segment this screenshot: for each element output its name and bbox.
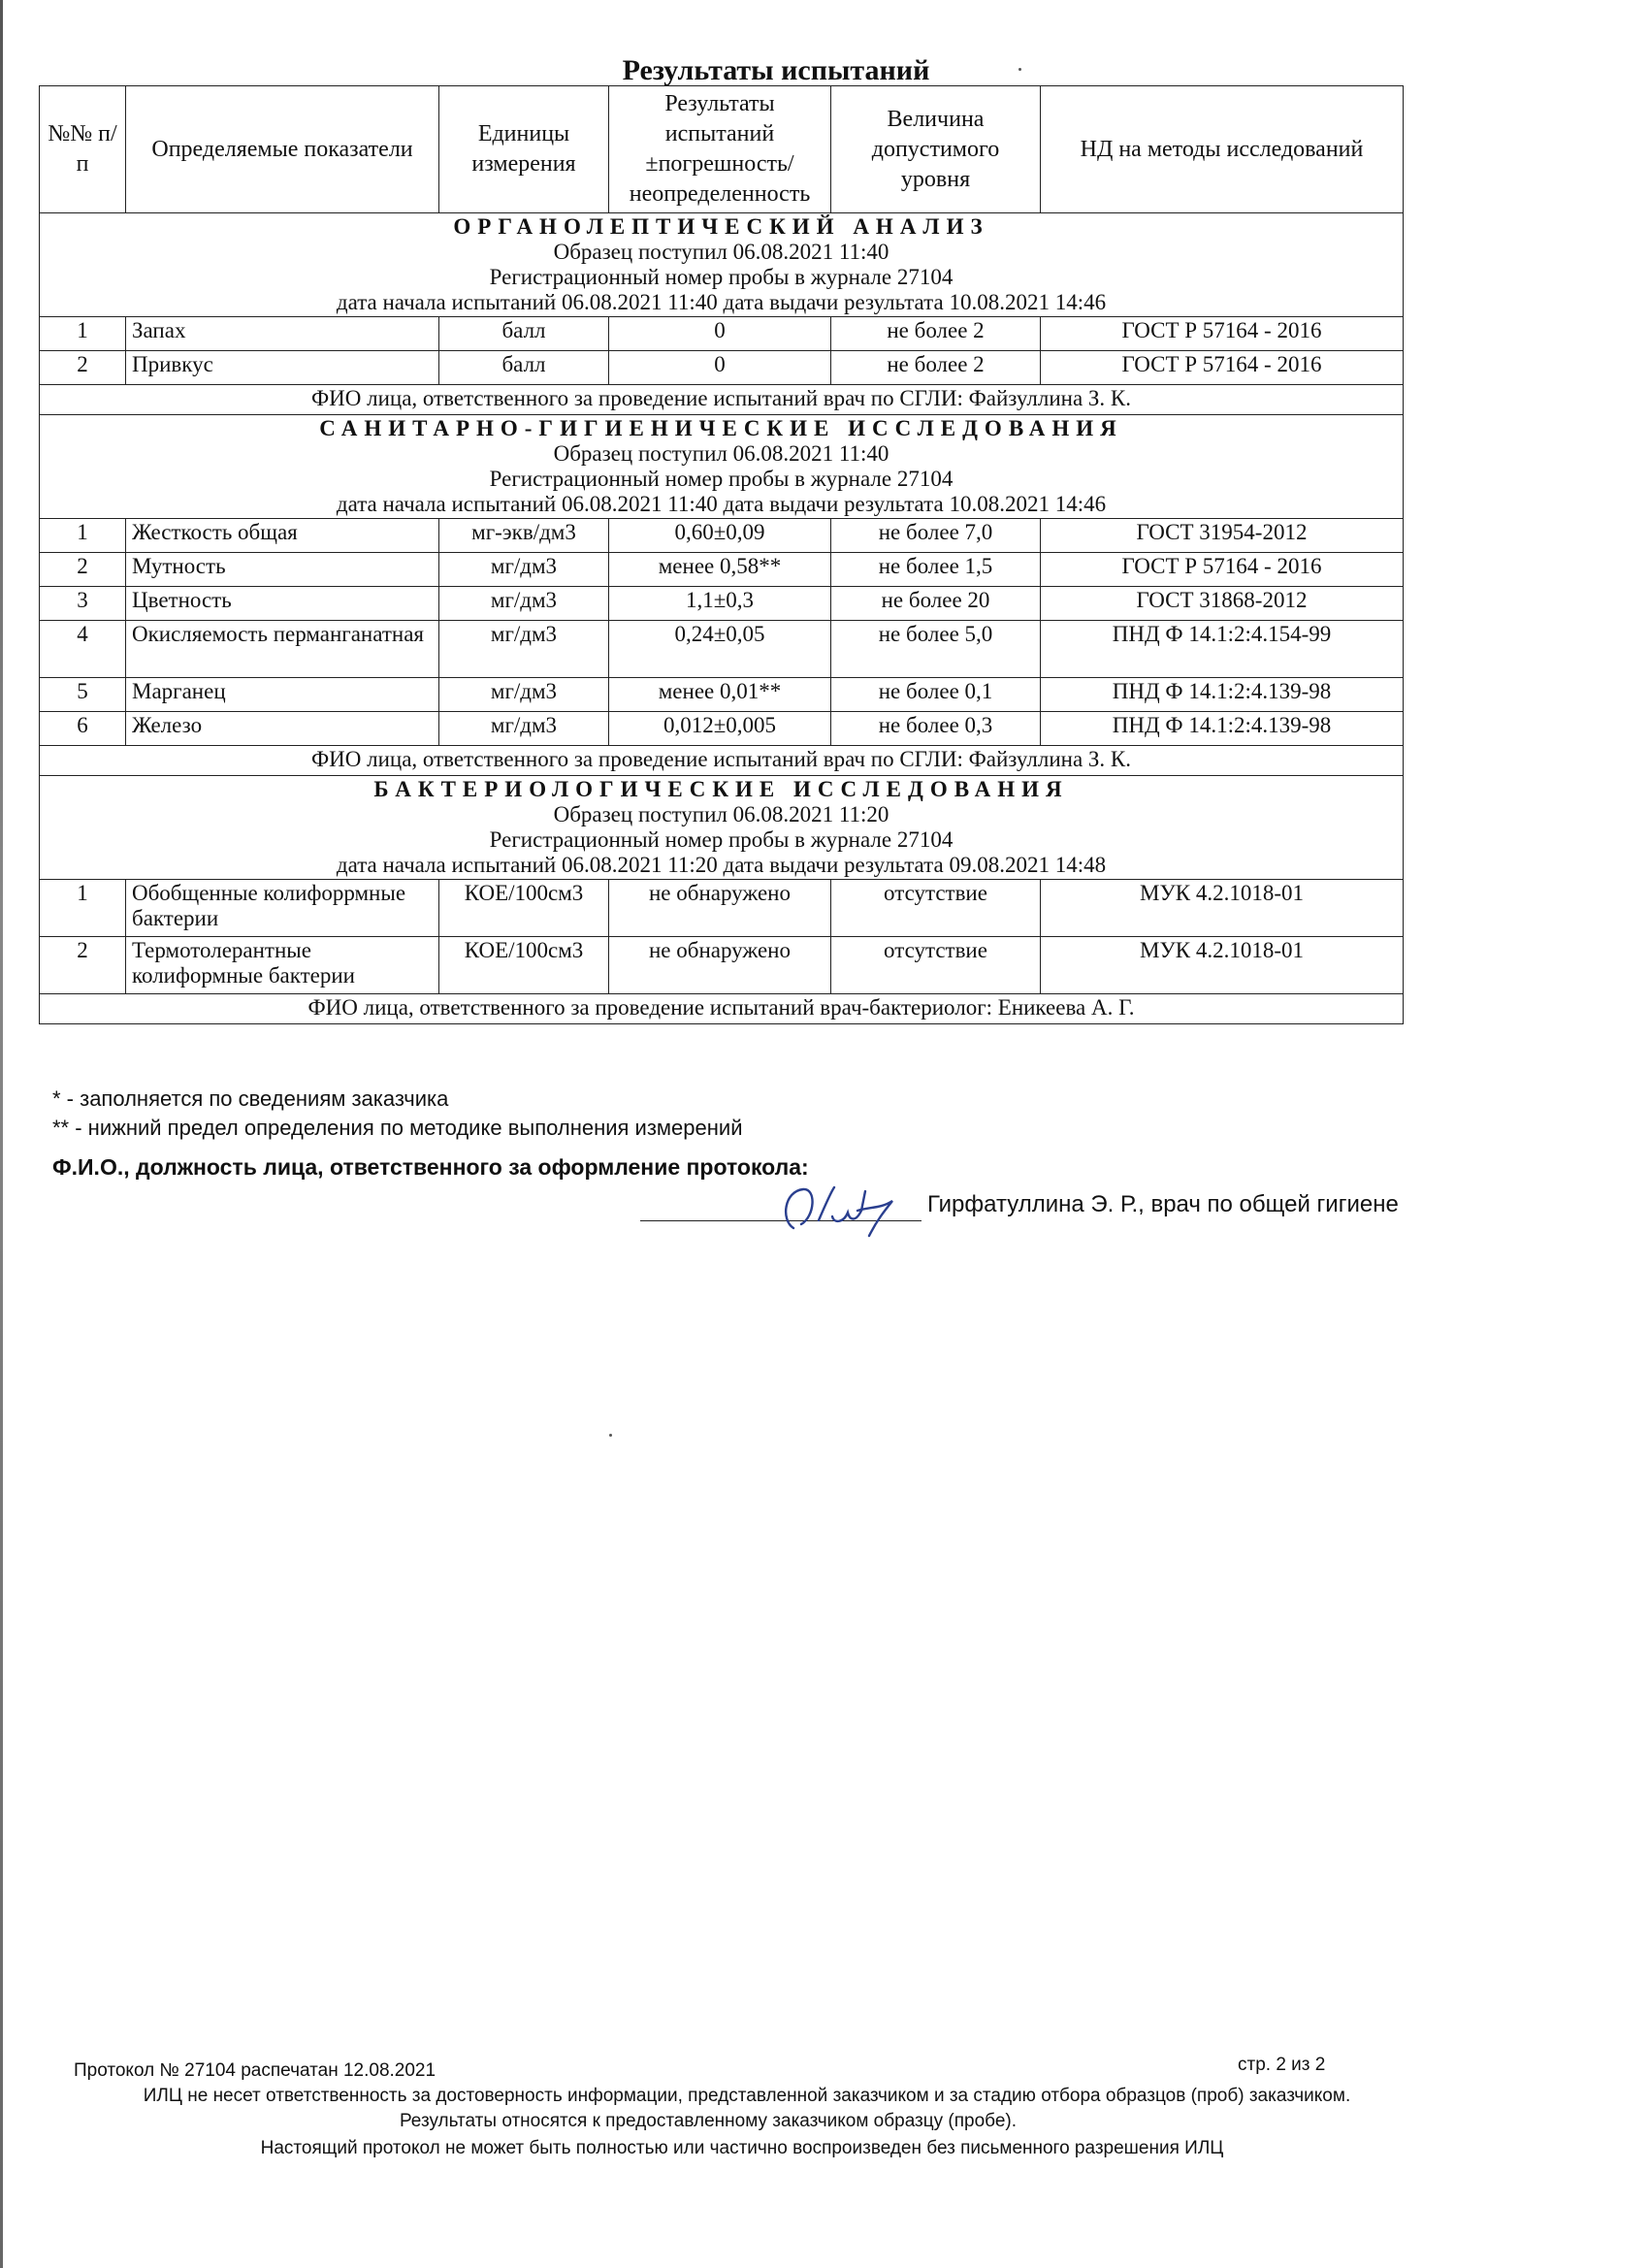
allowed-level: не более 20 [831, 587, 1041, 621]
footnote-one-star: * - заполняется по сведениям заказчика [52, 1086, 449, 1111]
section-title: САНИТАРНО-ГИГИЕНИЧЕСКИЕ ИССЛЕДОВАНИЯ [319, 416, 1123, 440]
indicator-name: Запах [126, 317, 439, 351]
section-header-row [40, 776, 1404, 880]
result-value: 1,1±0,3 [609, 587, 831, 621]
sample-received: Образец поступил 06.08.2021 11:40 [553, 441, 889, 466]
registration-number: Регистрационный номер пробы в журнале 27104 [489, 265, 954, 289]
footnotes [52, 1085, 742, 1143]
indicator-name: Жесткость общая [126, 519, 439, 553]
unit: мг/дм3 [439, 678, 609, 712]
responsible-person: ФИО лица, ответственного за проведение испытаний врач по СГЛИ: Файзуллина З. К. [40, 385, 1404, 415]
indicator-name: Мутность [126, 553, 439, 587]
row-number: 2 [40, 937, 126, 994]
responsible-row [40, 994, 1404, 1024]
unit: балл [439, 317, 609, 351]
method-standard: ГОСТ Р 57164 - 2016 [1041, 553, 1404, 587]
test-dates: дата начала испытаний 06.08.2021 11:20 дата выдачи результата 09.08.2021 14:48 [336, 853, 1107, 877]
section-header [40, 415, 1404, 519]
indicator-name: Цветность [126, 587, 439, 621]
result-value: менее 0,58** [609, 553, 831, 587]
unit: КОЕ/100см3 [439, 880, 609, 937]
document-title: Результаты испытаний [622, 54, 930, 86]
registration-number: Регистрационный номер пробы в журнале 27104 [489, 827, 954, 852]
section-title: БАКТЕРИОЛОГИЧЕСКИЕ ИССЛЕДОВАНИЯ [373, 777, 1069, 801]
unit: мг/дм3 [439, 553, 609, 587]
method-standard: ГОСТ 31954-2012 [1041, 519, 1404, 553]
row-number: 4 [40, 621, 126, 678]
result-value: 0,60±0,09 [609, 519, 831, 553]
result-value: 0,012±0,005 [609, 712, 831, 746]
row-number: 1 [40, 317, 126, 351]
header-results: Результаты испытаний ±погрешность/ неопределенность [609, 86, 831, 213]
row-number: 2 [40, 351, 126, 385]
table-row [40, 587, 1404, 621]
table-row [40, 880, 1404, 937]
result-value: менее 0,01** [609, 678, 831, 712]
unit: балл [439, 351, 609, 385]
footer-disclaimer-2: Результаты относятся к предоставленному заказчиком образцу (пробе). [399, 2111, 1018, 2131]
responsible-person: ФИО лица, ответственного за проведение испытаний врач-бактериолог: Еникеева А. Г. [40, 994, 1404, 1024]
results-table [39, 85, 1404, 1024]
method-standard: МУК 4.2.1018-01 [1041, 880, 1404, 937]
indicator-name: Окисляемость перманганатная [126, 621, 439, 678]
registration-number: Регистрационный номер пробы в журнале 27104 [489, 467, 954, 491]
method-standard: ГОСТ Р 57164 - 2016 [1041, 351, 1404, 385]
allowed-level: не более 0,3 [831, 712, 1041, 746]
signature-image [776, 1182, 912, 1240]
row-number: 6 [40, 712, 126, 746]
indicator-name: Железо [126, 712, 439, 746]
allowed-level: отсутствие [831, 880, 1041, 937]
allowed-level: не более 7,0 [831, 519, 1041, 553]
footer-disclaimer-1: ИЛЦ не несет ответственность за достоверность информации, представленной заказчиком и за стадию отбора образцов (проб) заказчиком. [143, 2086, 1351, 2106]
method-standard: МУК 4.2.1018-01 [1041, 937, 1404, 994]
allowed-level: не более 1,5 [831, 553, 1041, 587]
header-indicators: Определяемые показатели [126, 86, 439, 213]
result-value: не обнаружено [609, 880, 831, 937]
scan-speck [609, 1434, 612, 1437]
table-row [40, 351, 1404, 385]
indicator-name: Привкус [126, 351, 439, 385]
footer-page-number: стр. 2 из 2 [1238, 2055, 1326, 2075]
table-row [40, 317, 1404, 351]
section-header [40, 213, 1404, 317]
result-value: 0 [609, 317, 831, 351]
scan-edge [0, 0, 3, 2268]
result-value: не обнаружено [609, 937, 831, 994]
table-row [40, 678, 1404, 712]
protocol-preparer-label: Ф.И.О., должность лица, ответственного за оформление протокола: [52, 1154, 809, 1180]
indicator-name: Обобщенные колифоррмные бактерии [126, 880, 439, 937]
header-allowed-level: Величина допустимого уровня [831, 86, 1041, 213]
method-standard: ПНД Ф 14.1:2:4.139-98 [1041, 678, 1404, 712]
row-number: 2 [40, 553, 126, 587]
allowed-level: не более 5,0 [831, 621, 1041, 678]
row-number: 1 [40, 519, 126, 553]
table-header-row [40, 86, 1404, 213]
header-number: №№ п/п [40, 86, 126, 213]
responsible-person: ФИО лица, ответственного за проведение испытаний врач по СГЛИ: Файзуллина З. К. [40, 746, 1404, 776]
section-title: ОРГАНОЛЕПТИЧЕСКИЙ АНАЛИЗ [453, 214, 989, 239]
test-dates: дата начала испытаний 06.08.2021 11:40 дата выдачи результата 10.08.2021 14:46 [336, 492, 1107, 516]
sample-received: Образец поступил 06.08.2021 11:20 [553, 802, 889, 826]
responsible-row [40, 746, 1404, 776]
indicator-name: Термотолерантные колиформные бактерии [126, 937, 439, 994]
test-dates: дата начала испытаний 06.08.2021 11:40 дата выдачи результата 10.08.2021 14:46 [336, 290, 1107, 314]
result-value: 0,24±0,05 [609, 621, 831, 678]
unit: КОЕ/100см3 [439, 937, 609, 994]
header-units: Единицы измерения [439, 86, 609, 213]
table-row [40, 553, 1404, 587]
table-row [40, 621, 1404, 678]
method-standard: ГОСТ 31868-2012 [1041, 587, 1404, 621]
footer-protocol: Протокол № 27104 распечатан 12.08.2021 [74, 2060, 436, 2081]
responsible-row [40, 385, 1404, 415]
footnote-two-star: ** - нижний предел определения по методике выполнения измерений [52, 1116, 743, 1140]
method-standard: ПНД Ф 14.1:2:4.139-98 [1041, 712, 1404, 746]
table-row [40, 937, 1404, 994]
header-methods: НД на методы исследований [1041, 86, 1404, 213]
method-standard: ПНД Ф 14.1:2:4.154-99 [1041, 621, 1404, 678]
unit: мг/дм3 [439, 621, 609, 678]
row-number: 5 [40, 678, 126, 712]
section-header-row [40, 213, 1404, 317]
scan-speck [1018, 68, 1021, 71]
row-number: 3 [40, 587, 126, 621]
table-row [40, 712, 1404, 746]
unit: мг/дм3 [439, 587, 609, 621]
allowed-level: не более 2 [831, 317, 1041, 351]
allowed-level: не более 0,1 [831, 678, 1041, 712]
unit: мг/дм3 [439, 712, 609, 746]
section-header [40, 776, 1404, 880]
sample-received: Образец поступил 06.08.2021 11:40 [553, 240, 889, 264]
signer-name: Гирфатуллина Э. Р., врач по общей гигиене [927, 1191, 1399, 1217]
table-row [40, 519, 1404, 553]
section-header-row [40, 415, 1404, 519]
footer-disclaimer-3: Настоящий протокол не может быть полностью или частично воспроизведен без письменного разрешения ИЛЦ [260, 2138, 1224, 2158]
indicator-name: Марганец [126, 678, 439, 712]
unit: мг-экв/дм3 [439, 519, 609, 553]
result-value: 0 [609, 351, 831, 385]
row-number: 1 [40, 880, 126, 937]
allowed-level: не более 2 [831, 351, 1041, 385]
allowed-level: отсутствие [831, 937, 1041, 994]
method-standard: ГОСТ Р 57164 - 2016 [1041, 317, 1404, 351]
